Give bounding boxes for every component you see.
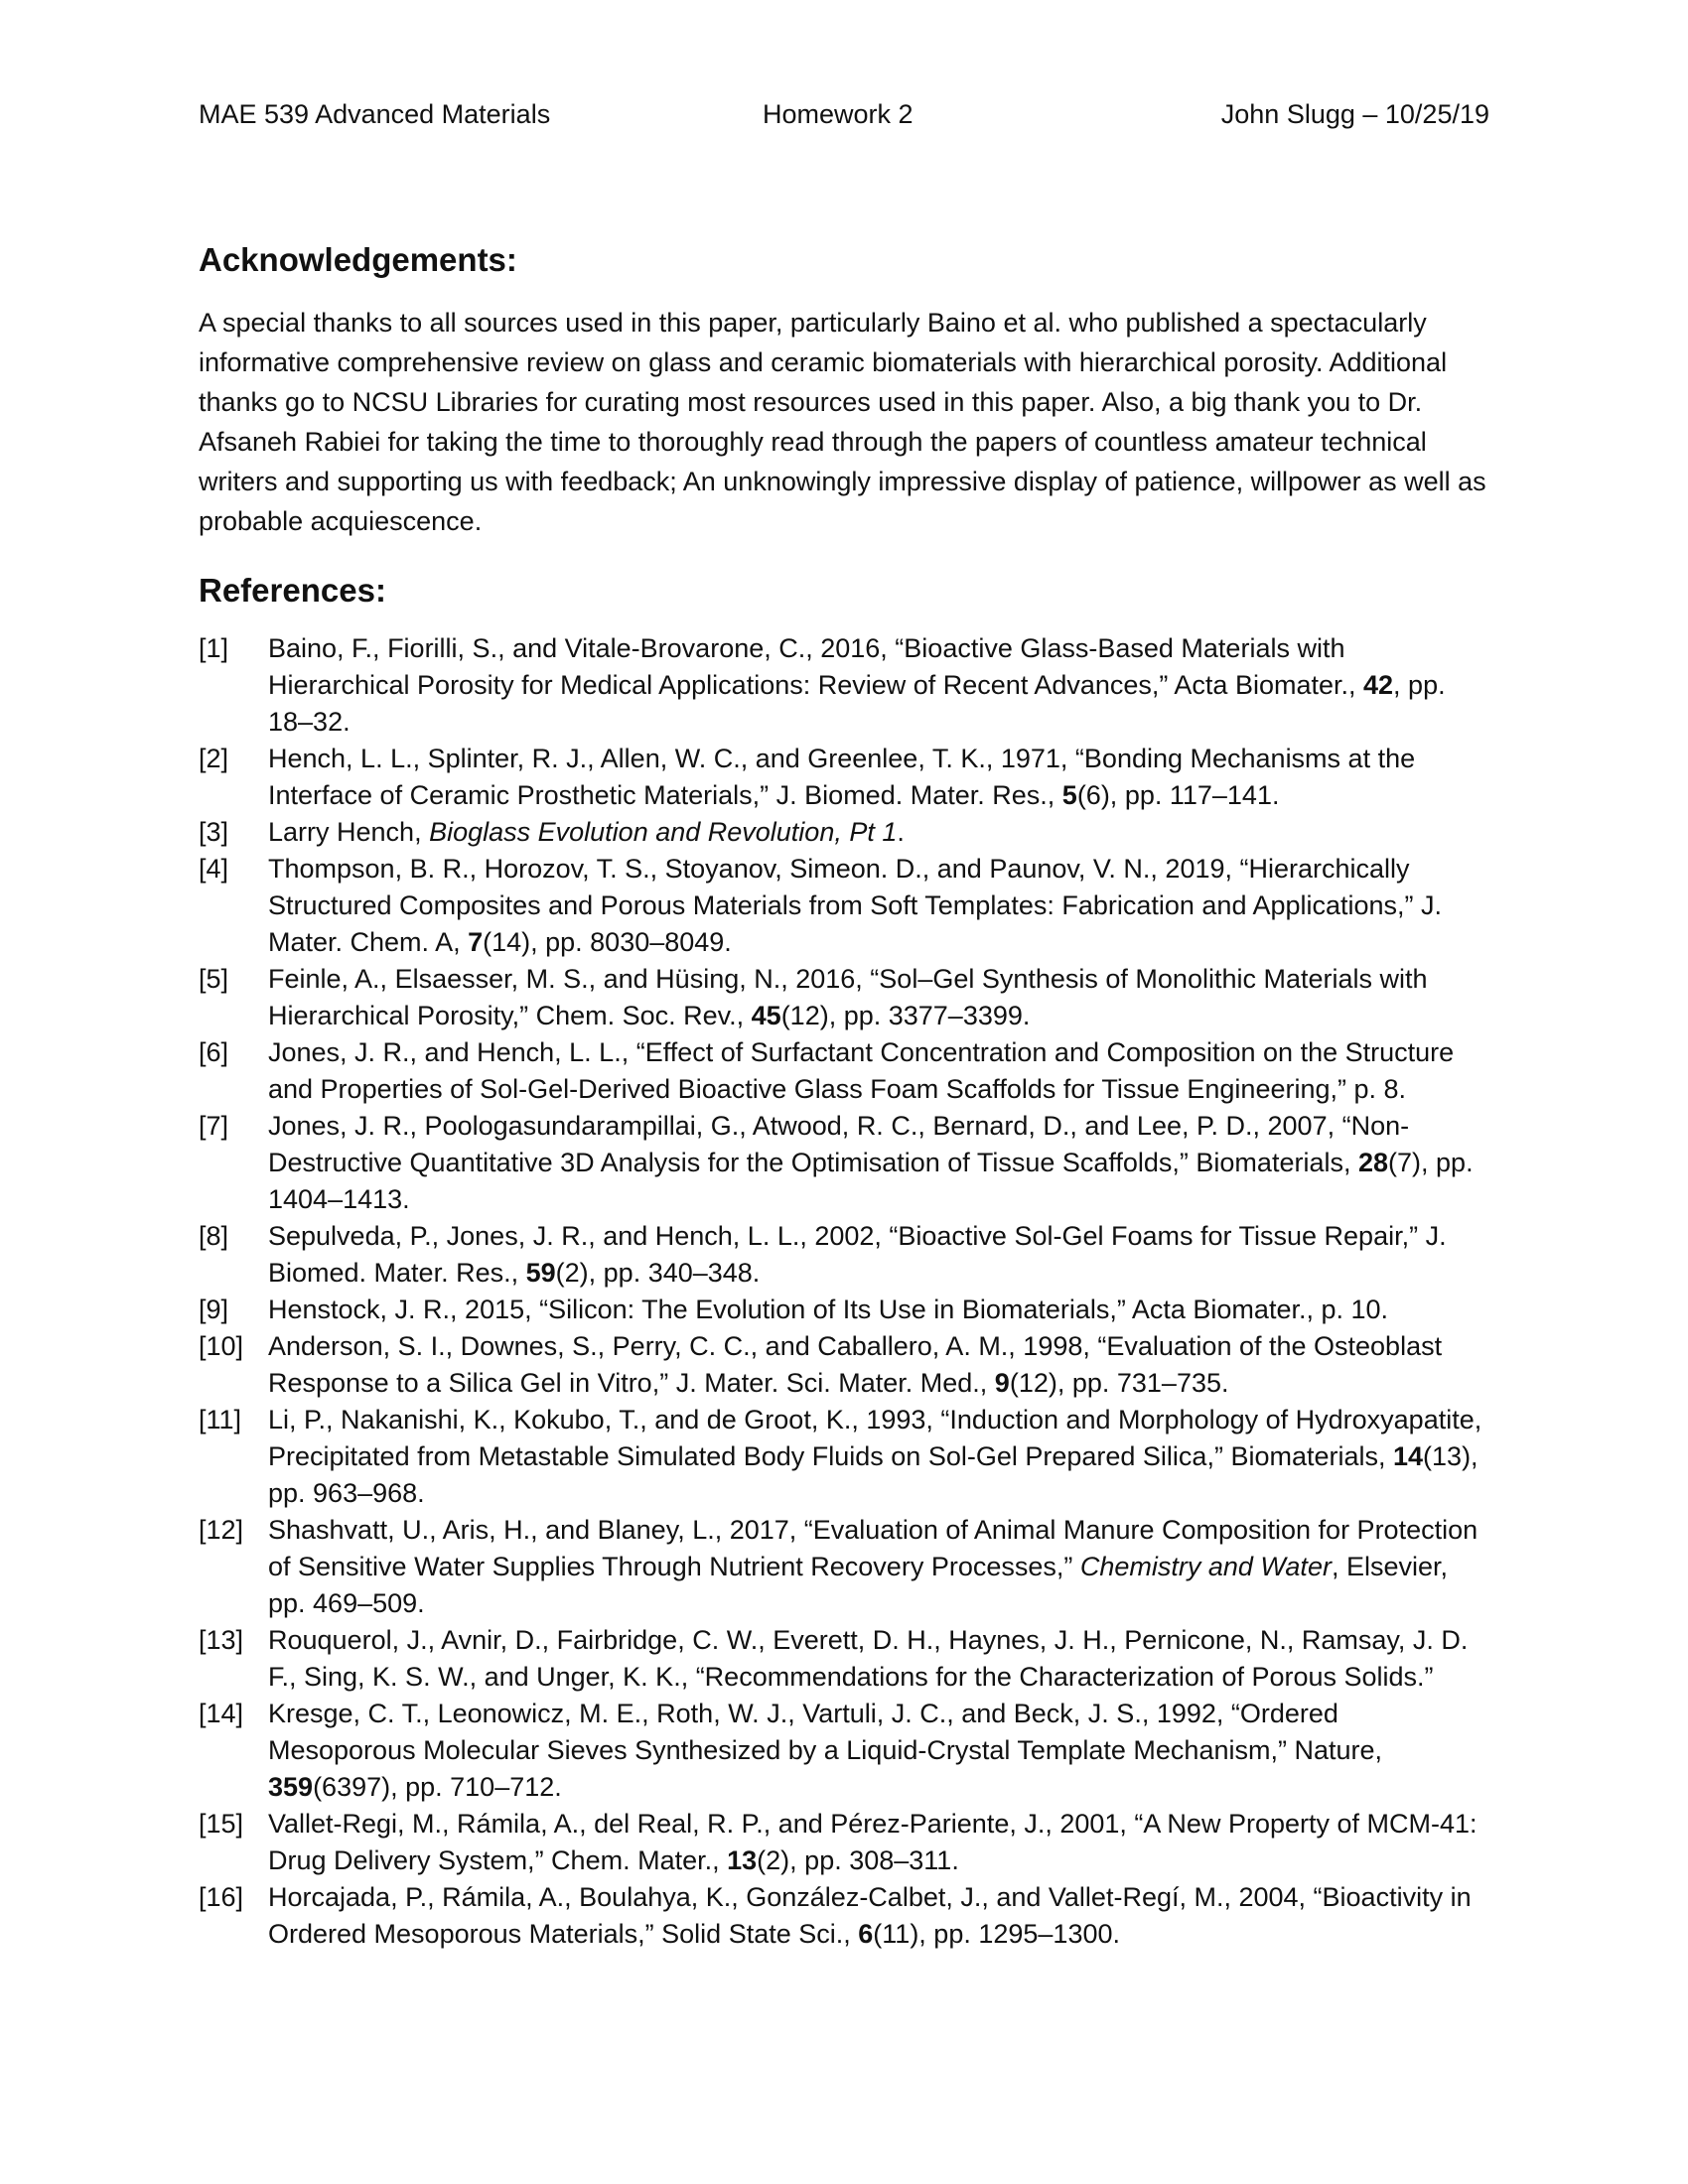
reference-item <box>199 851 1489 961</box>
reference-item <box>199 1879 1489 1953</box>
reference-number: [7] <box>199 1111 229 1141</box>
reference-text: Horcajada, P., Rámila, A., Boulahya, K., González-Calbet, J., and Vallet-Regí, M., 2004, “Bioactivity in Ordered Mesoporous Materials,” Solid State Sci., 6(11), pp. 1295–1300. <box>268 1882 1472 1949</box>
header-assignment: Homework 2 <box>763 99 914 129</box>
reference-item <box>199 1622 1489 1696</box>
reference-list <box>199 630 1489 1953</box>
acknowledgements-heading: Acknowledgements: <box>199 241 517 278</box>
reference-item <box>199 1402 1489 1512</box>
reference-number: [3] <box>199 817 229 847</box>
reference-number: [15] <box>199 1809 244 1839</box>
references-heading: References: <box>199 572 386 609</box>
reference-text: Feinle, A., Elsaesser, M. S., and Hüsing, N., 2016, “Sol–Gel Synthesis of Monolithic Materials with Hierarchical Porosity,” Chem. Soc. Rev., 45(12), pp. 3377–3399. <box>268 964 1428 1030</box>
header-course: MAE 539 Advanced Materials <box>199 99 551 129</box>
reference-item <box>199 1512 1489 1622</box>
reference-number: [13] <box>199 1625 244 1655</box>
reference-text: Li, P., Nakanishi, K., Kokubo, T., and de Groot, K., 1993, “Induction and Morphology of Hydroxyapatite, Precipitated from Metastable Simulated Body Fluids on Sol-Gel Prepared Silica,” Biomaterials, 14(13), pp. 963–968. <box>268 1405 1482 1508</box>
reference-text: Shashvatt, U., Aris, H., and Blaney, L., 2017, “Evaluation of Animal Manure Composition for Protection of Sensitive Water Supplies Through Nutrient Recovery Processes,” Chemistry and Water, Elsevier, pp. 469–509. <box>268 1515 1478 1618</box>
page-header <box>199 99 1489 139</box>
reference-number: [11] <box>199 1405 242 1434</box>
reference-text: Thompson, B. R., Horozov, T. S., Stoyanov, Simeon. D., and Paunov, V. N., 2019, “Hierarchically Structured Composites and Porous Materials from Soft Templates: Fabrication and Applications,” J. Mater. Chem. A, 7(14), pp. 8030–8049. <box>268 854 1443 957</box>
document-page <box>199 99 1489 1979</box>
reference-text: Rouquerol, J., Avnir, D., Fairbridge, C. W., Everett, D. H., Haynes, J. H., Pernicone, N., Ramsay, J. D. F., Sing, K. S. W., and Unger, K. K., “Recommendations for the Characterization of Porous Solids.” <box>268 1625 1469 1692</box>
reference-item <box>199 814 1489 851</box>
reference-item <box>199 630 1489 741</box>
reference-number: [10] <box>199 1331 244 1361</box>
reference-text: Anderson, S. I., Downes, S., Perry, C. C., and Caballero, A. M., 1998, “Evaluation of the Osteoblast Response to a Silica Gel in Vitro,” J. Mater. Sci. Mater. Med., 9(12), pp. 731–735. <box>268 1331 1443 1398</box>
reference-number: [14] <box>199 1699 244 1728</box>
reference-item <box>199 1108 1489 1218</box>
reference-number: [1] <box>199 633 229 663</box>
reference-item <box>199 1696 1489 1806</box>
reference-text: Hench, L. L., Splinter, R. J., Allen, W. C., and Greenlee, T. K., 1971, “Bonding Mechanisms at the Interface of Ceramic Prosthetic Materials,” J. Biomed. Mater. Res., 5(6), pp. 117–141. <box>268 744 1416 810</box>
header-author-date: John Slugg – 10/25/19 <box>1220 99 1489 129</box>
reference-number: [12] <box>199 1515 244 1545</box>
reference-item <box>199 1034 1489 1108</box>
reference-number: [9] <box>199 1295 229 1324</box>
acknowledgements-text: A special thanks to all sources used in this paper, particularly Baino et al. who published a spectacularly informative comprehensive review on glass and ceramic biomaterials with hierarchical porosity. Additional thanks go to NCSU Libraries for curating most resources used in this paper. Also, a big thank you to Dr. Afsaneh Rabiei for taking the time to thoroughly read through the papers of countless amateur technical writers and supporting us with feedback; An unknowingly impressive display of patience, willpower as well as probable acquiescence. <box>199 308 1486 536</box>
reference-number: [6] <box>199 1037 229 1067</box>
reference-number: [5] <box>199 964 229 994</box>
reference-item <box>199 1218 1489 1292</box>
reference-number: [8] <box>199 1221 229 1251</box>
reference-text: Kresge, C. T., Leonowicz, M. E., Roth, W. J., Vartuli, J. C., and Beck, J. S., 1992, “Ordered Mesoporous Molecular Sieves Synthesized by a Liquid-Crystal Template Mechanism,” Nature, 359(6397), pp. 710–712. <box>268 1699 1383 1802</box>
reference-text: Baino, F., Fiorilli, S., and Vitale-Brovarone, C., 2016, “Bioactive Glass-Based Materials with Hierarchical Porosity for Medical Applications: Review of Recent Advances,” Acta Biomater., 42, pp. 18–32. <box>268 633 1446 737</box>
reference-item <box>199 1292 1489 1328</box>
reference-text: Larry Hench, Bioglass Evolution and Revolution, Pt 1. <box>268 817 905 847</box>
reference-item <box>199 1806 1489 1879</box>
reference-text: Jones, J. R., and Hench, L. L., “Effect of Surfactant Concentration and Composition on the Structure and Properties of Sol-Gel-Derived Bioactive Glass Foam Scaffolds for Tissue Engineering,” p. 8. <box>268 1037 1455 1104</box>
reference-item <box>199 741 1489 814</box>
reference-text: Vallet-Regi, M., Rámila, A., del Real, R. P., and Pérez-Pariente, J., 2001, “A New Property of MCM-41: Drug Delivery System,” Chem. Mater., 13(2), pp. 308–311. <box>268 1809 1477 1875</box>
reference-text: Sepulveda, P., Jones, J. R., and Hench, L. L., 2002, “Bioactive Sol-Gel Foams for Tissue Repair,” J. Biomed. Mater. Res., 59(2), pp. 340–348. <box>268 1221 1447 1288</box>
reference-text: Jones, J. R., Poologasundarampillai, G., Atwood, R. C., Bernard, D., and Lee, P. D., 2007, “Non-Destructive Quantitative 3D Analysis for the Optimisation of Tissue Scaffolds,” Biomaterials, 28(7), pp. 1404–1413. <box>268 1111 1474 1214</box>
reference-number: [16] <box>199 1882 244 1912</box>
reference-number: [2] <box>199 744 229 773</box>
reference-item <box>199 1328 1489 1402</box>
reference-item <box>199 961 1489 1034</box>
reference-number: [4] <box>199 854 229 884</box>
reference-text: Henstock, J. R., 2015, “Silicon: The Evolution of Its Use in Biomaterials,” Acta Biomater., p. 10. <box>268 1295 1389 1324</box>
